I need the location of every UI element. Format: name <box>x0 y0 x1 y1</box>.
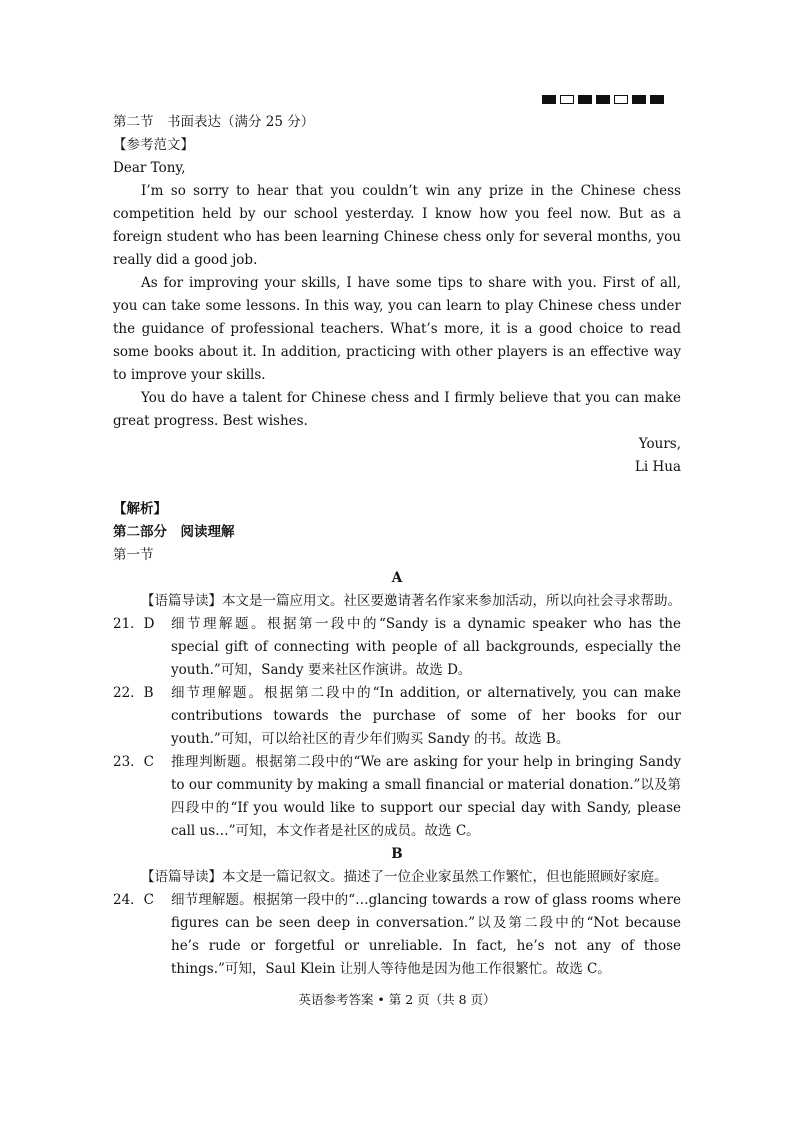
section-title: 第二节 书面表达（满分 25 分） <box>113 114 315 130</box>
question-number: 22．B <box>113 685 154 701</box>
passage-a-heading: A <box>391 570 403 586</box>
question-item <box>113 751 681 843</box>
header-mark-outline <box>560 95 574 104</box>
passage-a-guide: 【语篇导读】本文是一篇应用文。社区要邀请著名作家来参加活动，所以向社会寻求帮助。 <box>141 593 681 609</box>
letter-paragraph-1: I’m so sorry to hear that you couldn’t win any prize in the Chinese chess competition held by our school yesterday. I know how you feel now. But as a foreign student who has been learning Chinese chess only for several months, you really did a good job. <box>113 183 681 268</box>
page-content <box>113 111 681 981</box>
header-marks <box>542 95 664 104</box>
passage-b-heading: B <box>391 846 403 862</box>
question-explanation: 细节理解题。根据第二段中的“In addition, or alternatively, you can make contributions towards the purchase of some of her books for our youth.”可知，可以给社区的青少年们购买 Sandy 的书。故选 B。 <box>171 685 681 747</box>
letter-signature: Li Hua <box>634 459 681 475</box>
question-item <box>113 682 681 751</box>
question-item <box>113 613 681 682</box>
question-item <box>113 889 681 981</box>
question-explanation: 细节理解题。根据第一段中的“Sandy is a dynamic speaker who has the special gift of connecting with people of all backgrounds, especially the youth.”可知，Sandy 要来社区作演讲。故选 D。 <box>171 616 681 678</box>
letter-paragraph-2: As for improving your skills, I have some tips to share with you. First of all, you can take some lessons. In this way, you can learn to play Chinese chess under the guidance of professional teachers. What’s more, it is a good choice to read some books about it. In addition, practicing with other players is an effective way to improve your skills. <box>113 275 681 383</box>
analysis-label: 【解析】 <box>113 501 167 517</box>
letter-paragraph-3: You do have a talent for Chinese chess and I firmly believe that you can make great progress. Best wishes. <box>113 390 681 429</box>
header-mark-filled <box>542 95 556 104</box>
page-footer: 英语参考答案 • 第 2 页（共 8 页） <box>298 992 496 1007</box>
letter-salutation: Dear Tony, <box>113 160 186 176</box>
header-mark-filled <box>578 95 592 104</box>
model-essay-label: 【参考范文】 <box>113 137 194 153</box>
header-mark-filled <box>632 95 646 104</box>
header-mark-outline <box>614 95 628 104</box>
section-heading: 第一节 <box>113 547 154 563</box>
question-explanation: 细节理解题。根据第一段中的“…glancing towards a row of glass rooms where figures can be seen deep in conversation.”以及第二段中的“Not because he’s rude or forgetful or unreliable. In fact, he’s not any of those things.”可知，Saul Klein 让别人等待他是因为他工作很繁忙。故选 C。 <box>171 892 681 977</box>
question-number: 21．D <box>113 616 155 632</box>
part-heading: 第二部分 阅读理解 <box>113 524 235 540</box>
question-number: 24．C <box>113 892 155 908</box>
passage-b-guide: 【语篇导读】本文是一篇记叙文。描述了一位企业家虽然工作繁忙，但也能照顾好家庭。 <box>141 869 668 885</box>
header-mark-filled <box>650 95 664 104</box>
letter-closing: Yours, <box>638 436 681 452</box>
question-number: 23．C <box>113 754 155 770</box>
header-mark-filled <box>596 95 610 104</box>
question-explanation: 推理判断题。根据第二段中的“We are asking for your help in bringing Sandy to our community by making a small financial or material donation.”以及第四段中的“If you would like to support our special day with Sandy, please call us…”可知，本文作者是社区的成员。故选 C。 <box>171 754 681 839</box>
